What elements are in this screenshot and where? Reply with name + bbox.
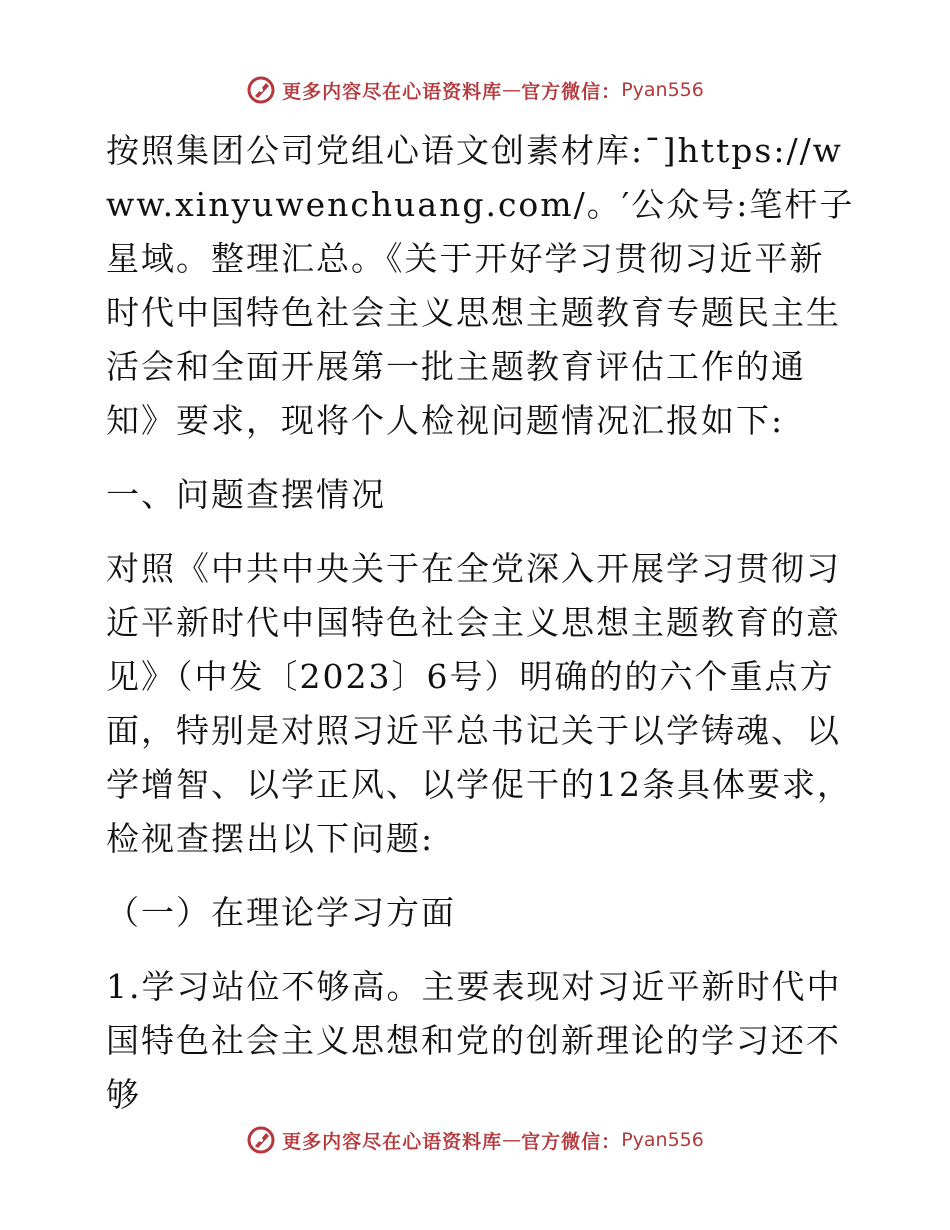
document-body [98,120,858,1142]
pen-nib-circle-icon [246,1125,276,1155]
banner-title: 更多内容尽在心语资料库 [282,80,503,103]
pen-nib-circle-icon [246,75,276,105]
banner-wechat-label: 官方微信： [521,1130,622,1153]
subsection-heading: （一）在理论学习方面 [106,893,456,932]
intro-paragraph: 按照集团公司党组心语文创素材库:¯]https://www.xinyuwenchuang.com/。′公众号:笔杆子星域。整理汇总。《关于开好学习贯彻习近平新时代中国特色社会主义思想主题教育专题民主生活会和全面开展第一批主题教育评估工作的通知》要求，现将个人检视问题情况汇报如下: [106,131,855,440]
footer-banner [0,1120,950,1160]
banner-wechat-label: 官方微信： [521,80,622,103]
header-banner [0,70,950,110]
banner-wechat-id: Pyan556 [621,79,704,101]
banner-separator: — [502,1129,522,1151]
body-paragraph: 对照《中共中央关于在全党深入开展学习贯彻习近平新时代中国特色社会主义思想主题教育的意见》（中发〔2023〕6号）明确的的六个重点方面，特别是对照习近平总书记关于以学铸魂、以学增智、以学正风、以学促干的12条具体要求，检视查摆出以下问题: [106,549,852,858]
item-paragraph: 1.学习站位不够高。主要表现对习近平新时代中国特色社会主义思想和党的创新理论的学习还不够 [106,967,842,1114]
banner-wechat-id: Pyan556 [621,1129,704,1151]
section-heading: 一、问题查摆情况 [106,475,386,514]
banner-title: 更多内容尽在心语资料库 [282,1130,503,1153]
banner-separator: — [502,79,522,101]
